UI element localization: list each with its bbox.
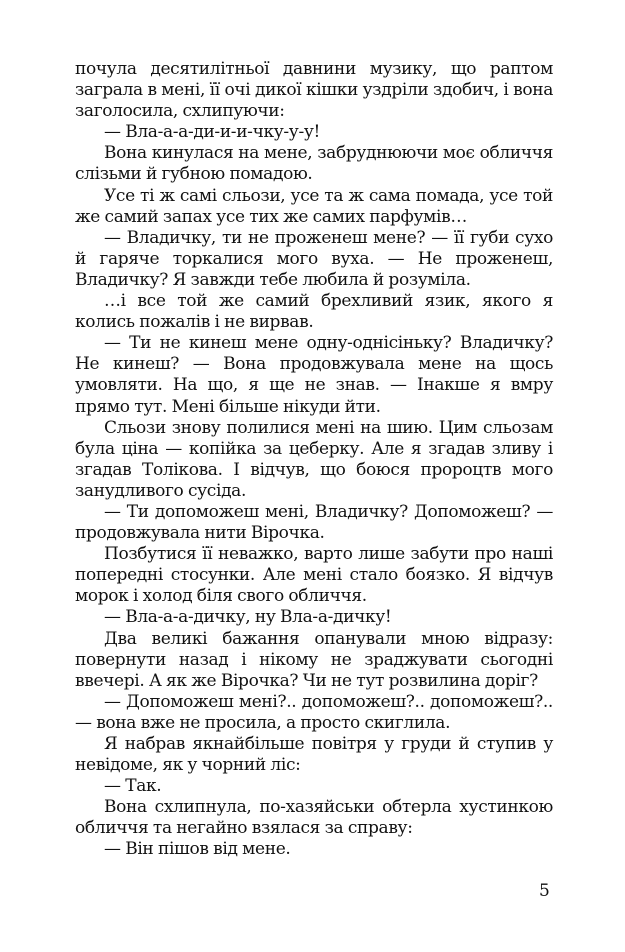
- paragraph: почула десятилітньої давнини музику, що раптом заграла в мені, її очі дикої кішки уздріли здобич, і вона заголосила, схлипуючи:: [75, 59, 553, 122]
- paragraph: Вона схлипнула, по-хазяйськи обтерла хустинкою обличчя та негайно взялася за справу:: [75, 797, 553, 839]
- body-text: [75, 59, 553, 861]
- paragraph: Усе ті ж самі сльози, усе та ж сама помада, усе той же самий запах усе тих же самих парфумів…: [75, 185, 553, 227]
- page-number: 5: [539, 881, 550, 901]
- paragraph: Вона кинулася на мене, забруднюючи моє обличчя слізьми й губною помадою.: [75, 143, 553, 185]
- paragraph: — Так.: [104, 776, 162, 797]
- paragraph: — Допоможеш мені?.. допоможеш?.. допоможеш?.. — вона вже не просила, а просто скиглила.: [75, 691, 553, 733]
- paragraph: Я набрав якнайбільше повітря у груди й ступив у невідоме, як у чорний ліс:: [75, 734, 553, 776]
- paragraph: Два великі бажання опанували мною відразу: повернути назад і нікому не зраджувати сьогодні ввечері. А як же Вірочка? Чи не тут розвилина доріг?: [75, 628, 553, 691]
- paragraph: — Ти допоможеш мені, Владичку? Допоможеш? — продовжувала нити Вірочка.: [75, 501, 553, 544]
- paragraph: — Вла-а-а-дичку, ну Вла-а-дичку!: [104, 607, 392, 628]
- paragraph: — Ти не кинеш мене одну-однісіньку? Владичку? Не кинеш? — Вона продовжувала мене на щось умовляти. На що, я ще не знав. — Інакше я вмру прямо тут. Мені більше нікуди йти.: [75, 333, 553, 417]
- paragraph: — Владичку, ти не проженеш мене? — її губи сухо й гаряче торкалися мого вуха. — Не проженеш, Владичку? Я завжди тебе любила й розуміла.: [75, 227, 553, 290]
- paragraph: — Він пішов від мене.: [104, 839, 291, 860]
- paragraph: …і все той же самий брехливий язик, якого я колись пожалів і не вирвав.: [75, 291, 553, 333]
- paragraph: Позбутися її неважко, варто лише забути про наші попередні стосунки. Але мені стало боязко. Я відчув морок і холод біля свого обличчя.: [75, 544, 553, 607]
- paragraph: Сльози знову полилися мені на шию. Цим сльозам була ціна — копійка за цеберку. Але я згадав зливу і згадав Толікова. І відчув, що боюся пророцтв мого занудливого сусіда.: [75, 417, 553, 501]
- paragraph: — Вла-а-а-ди-и-и-чку-у-у!: [104, 122, 320, 143]
